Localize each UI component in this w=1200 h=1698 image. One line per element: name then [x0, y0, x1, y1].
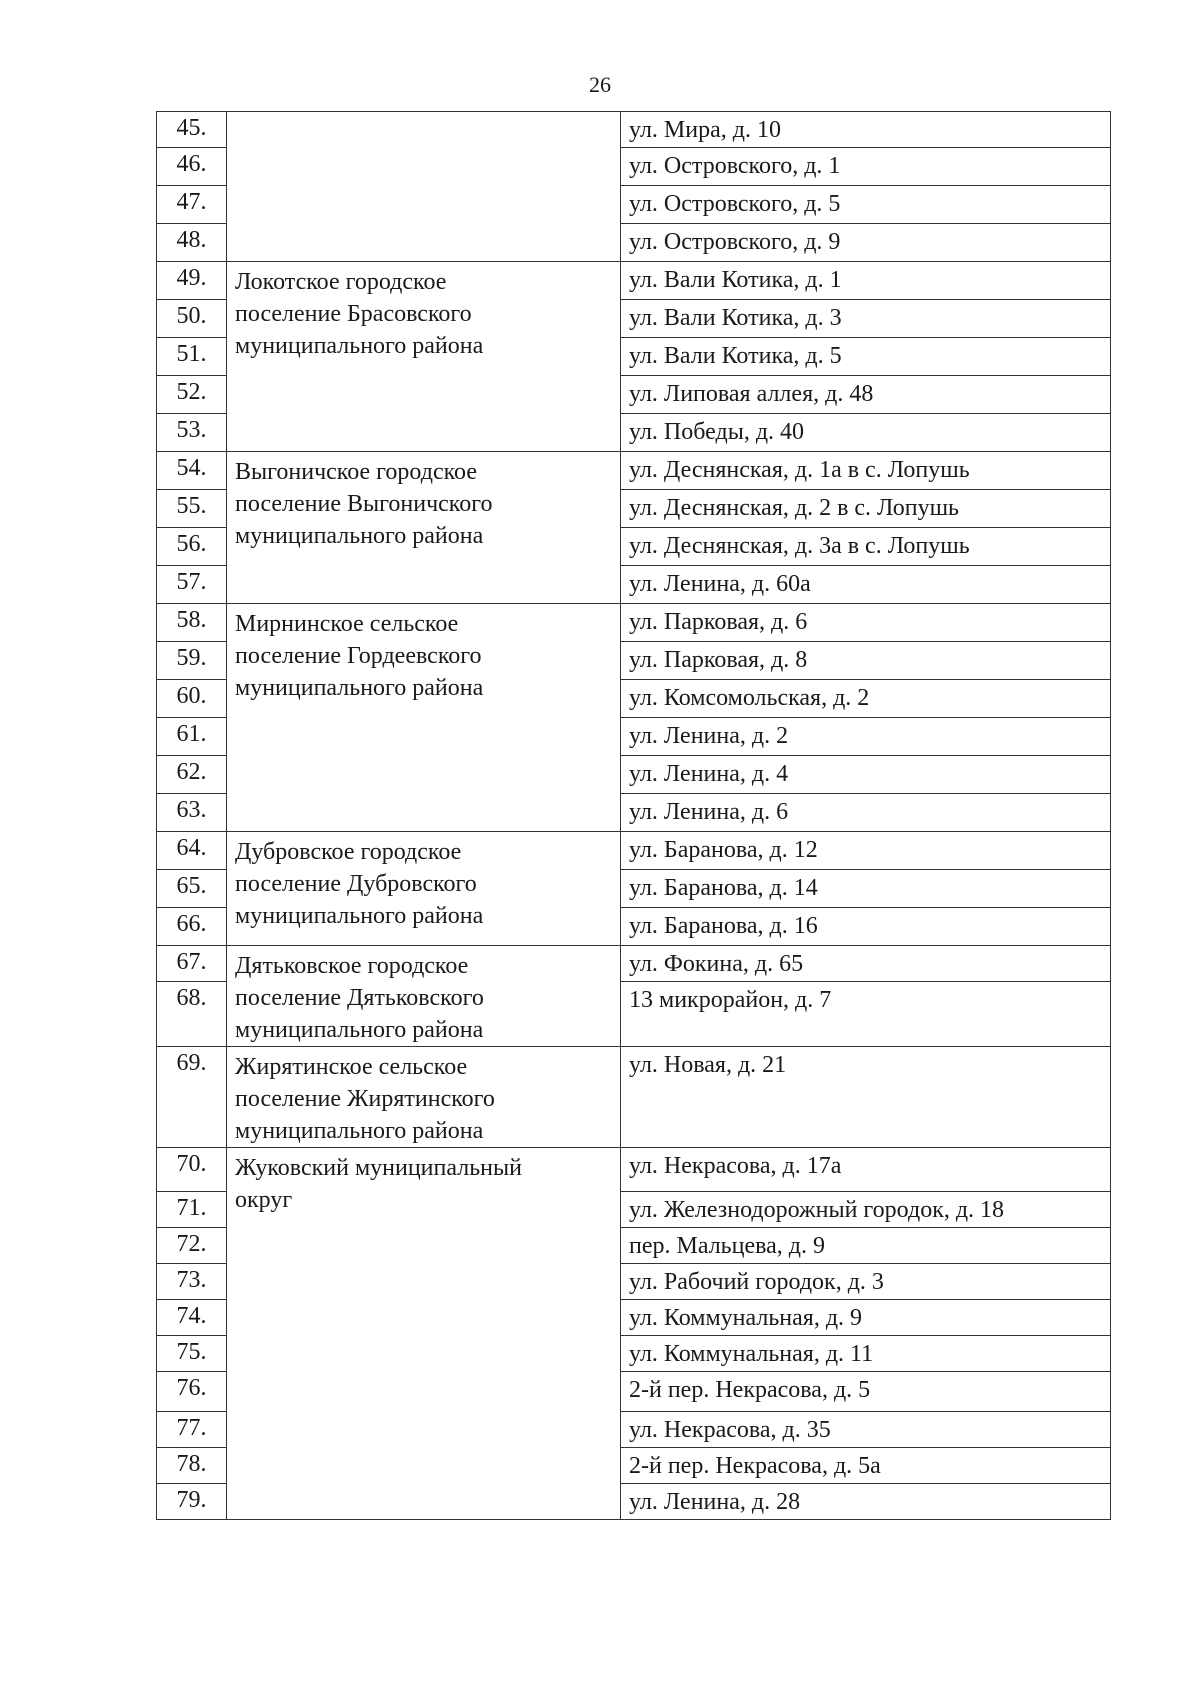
row-number: 53.	[157, 414, 227, 452]
table-row	[157, 832, 1111, 870]
address: пер. Мальцева, д. 9	[621, 1228, 1111, 1264]
address: ул. Новая, д. 21	[621, 1047, 1111, 1148]
address: ул. Вали Котика, д. 1	[621, 262, 1111, 300]
address: ул. Ленина, д. 4	[621, 756, 1111, 794]
address: ул. Парковая, д. 8	[621, 642, 1111, 680]
address: 2-й пер. Некрасова, д. 5а	[621, 1448, 1111, 1484]
municipality-name: Жирятинское сельское поселение Жирятинского муниципального района	[227, 1047, 621, 1148]
row-number: 59.	[157, 642, 227, 680]
address: ул. Островского, д. 5	[621, 186, 1111, 224]
address: ул. Островского, д. 1	[621, 148, 1111, 186]
row-number: 61.	[157, 718, 227, 756]
row-number: 48.	[157, 224, 227, 262]
row-number: 62.	[157, 756, 227, 794]
address: ул. Рабочий городок, д. 3	[621, 1264, 1111, 1300]
address: ул. Мира, д. 10	[621, 112, 1111, 148]
row-number: 50.	[157, 300, 227, 338]
row-number: 73.	[157, 1264, 227, 1300]
address: ул. Деснянская, д. 3а в с. Лопушь	[621, 528, 1111, 566]
municipality-name: Выгоничское городское поселение Выгоничского муниципального района	[227, 452, 621, 604]
row-number: 71.	[157, 1192, 227, 1228]
row-number: 72.	[157, 1228, 227, 1264]
row-number: 68.	[157, 982, 227, 1047]
table-row	[157, 262, 1111, 300]
address: ул. Комсомольская, д. 2	[621, 680, 1111, 718]
row-number: 45.	[157, 112, 227, 148]
row-number: 75.	[157, 1336, 227, 1372]
row-number: 57.	[157, 566, 227, 604]
address: ул. Коммунальная, д. 9	[621, 1300, 1111, 1336]
address-table	[156, 111, 1111, 1520]
address: ул. Липовая аллея, д. 48	[621, 376, 1111, 414]
address: ул. Деснянская, д. 1а в с. Лопушь	[621, 452, 1111, 490]
address: ул. Вали Котика, д. 3	[621, 300, 1111, 338]
row-number: 52.	[157, 376, 227, 414]
address: ул. Фокина, д. 65	[621, 946, 1111, 982]
table-row	[157, 946, 1111, 982]
row-number: 51.	[157, 338, 227, 376]
municipality-name: Дубровское городское поселение Дубровского муниципального района	[227, 832, 621, 946]
row-number: 74.	[157, 1300, 227, 1336]
address: ул. Некрасова, д. 35	[621, 1412, 1111, 1448]
row-number: 49.	[157, 262, 227, 300]
row-number: 77.	[157, 1412, 227, 1448]
address: 2-й пер. Некрасова, д. 5	[621, 1372, 1111, 1412]
row-number: 69.	[157, 1047, 227, 1148]
row-number: 78.	[157, 1448, 227, 1484]
municipality-name: Локотское городское поселение Брасовского муниципального района	[227, 262, 621, 452]
row-number: 55.	[157, 490, 227, 528]
row-number: 47.	[157, 186, 227, 224]
address: ул. Некрасова, д. 17а	[621, 1148, 1111, 1192]
row-number: 79.	[157, 1484, 227, 1520]
address: ул. Ленина, д. 60а	[621, 566, 1111, 604]
address: ул. Деснянская, д. 2 в с. Лопушь	[621, 490, 1111, 528]
row-number: 64.	[157, 832, 227, 870]
address: ул. Баранова, д. 16	[621, 908, 1111, 946]
row-number: 67.	[157, 946, 227, 982]
municipality-name: Мирнинское сельское поселение Гордеевского муниципального района	[227, 604, 621, 832]
address: ул. Парковая, д. 6	[621, 604, 1111, 642]
municipality-name: Дятьковское городское поселение Дятьковского муниципального района	[227, 946, 621, 1047]
page-number: 26	[589, 72, 611, 97]
address: ул. Вали Котика, д. 5	[621, 338, 1111, 376]
municipality-name: Жуковский муниципальный округ	[227, 1148, 621, 1520]
address: ул. Ленина, д. 6	[621, 794, 1111, 832]
address: ул. Железнодорожный городок, д. 18	[621, 1192, 1111, 1228]
table-row	[157, 1148, 1111, 1192]
address: ул. Баранова, д. 12	[621, 832, 1111, 870]
row-number: 46.	[157, 148, 227, 186]
row-number: 56.	[157, 528, 227, 566]
municipality-name	[227, 112, 621, 262]
row-number: 60.	[157, 680, 227, 718]
table-row	[157, 112, 1111, 148]
table-row	[157, 1047, 1111, 1148]
row-number: 65.	[157, 870, 227, 908]
table-row	[157, 452, 1111, 490]
address-table-body	[157, 112, 1111, 1520]
address: ул. Коммунальная, д. 11	[621, 1336, 1111, 1372]
row-number: 70.	[157, 1148, 227, 1192]
address: ул. Баранова, д. 14	[621, 870, 1111, 908]
table-row	[157, 604, 1111, 642]
address: ул. Ленина, д. 2	[621, 718, 1111, 756]
row-number: 54.	[157, 452, 227, 490]
address: 13 микрорайон, д. 7	[621, 982, 1111, 1047]
address: ул. Ленина, д. 28	[621, 1484, 1111, 1520]
row-number: 66.	[157, 908, 227, 946]
address: ул. Островского, д. 9	[621, 224, 1111, 262]
row-number: 63.	[157, 794, 227, 832]
address: ул. Победы, д. 40	[621, 414, 1111, 452]
row-number: 76.	[157, 1372, 227, 1412]
row-number: 58.	[157, 604, 227, 642]
